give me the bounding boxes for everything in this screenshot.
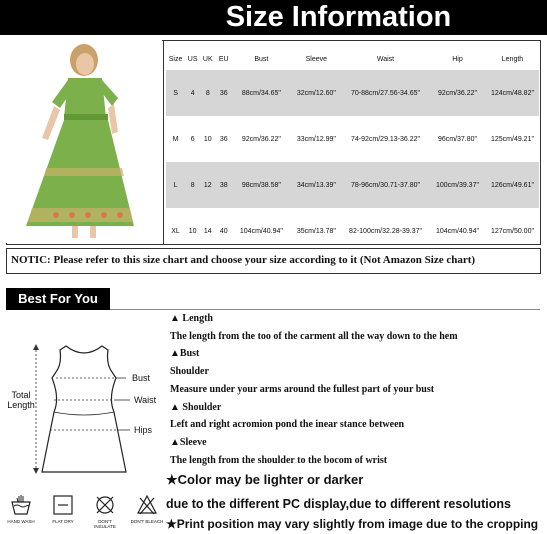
definition-line: ▲Bust	[170, 348, 200, 359]
size-table-header-cell: Sleeve	[305, 55, 328, 63]
size-table-cell: 125cm/49.21"	[490, 135, 534, 143]
size-table-cell: 126cm/49.61"	[486, 162, 539, 208]
size-table-header-cell: Length	[501, 55, 524, 63]
dress-outline	[42, 346, 126, 472]
size-table-cell: 82-100cm/32.28-39.37"	[349, 227, 422, 235]
size-table-cell: 78-96cm/30.71-37.80"	[342, 162, 429, 208]
size-table-cell: XL	[171, 227, 180, 235]
size-table-row	[166, 162, 539, 208]
size-table-cell: S	[166, 70, 185, 116]
definition-line: ▲ Length	[170, 313, 213, 324]
size-table-cell: 92cm/36.22"	[429, 70, 486, 116]
page-title: Size Information	[225, 1, 452, 33]
definition-line: Measure under your arms around the fullest part of your bust	[170, 384, 435, 395]
size-table-cell: 8	[200, 70, 215, 116]
size-table-cell: 33cm/12.99"	[296, 135, 336, 143]
display-note: due to the different PC display,due to different resolutions	[166, 497, 511, 511]
size-table-cell: 10	[188, 227, 197, 235]
care-label: DON'T INSULATE	[94, 519, 116, 529]
definition-line: The length from the too of the carment all the way down to the hem	[170, 331, 458, 342]
size-table-cell: 104cm/40.94"	[239, 227, 283, 235]
definition-line: ▲ Shoulder	[170, 402, 222, 413]
size-table-cell: 104cm/40.94"	[435, 227, 479, 235]
print-note: ★Print position may vary slightly from image due to the cropping	[166, 517, 539, 531]
size-table-cell: 4	[185, 70, 200, 116]
size-table-cell: 70-88cm/27.56-34.65"	[342, 70, 429, 116]
size-table-cell: 98cm/38.58"	[232, 162, 291, 208]
do-not-iron-icon	[94, 494, 116, 516]
care-label: DON'T BLEACH	[130, 519, 164, 524]
hand-wash-icon	[10, 494, 32, 516]
flat-dry-icon	[52, 494, 74, 516]
size-table-cell: 74-92cm/29.13-36.22"	[351, 135, 421, 143]
size-table-cell: 92cm/36.22"	[241, 135, 281, 143]
size-table-cell: 88cm/34.65"	[232, 70, 291, 116]
size-table-header-row	[166, 48, 539, 70]
definition-line: ▲Sleeve	[170, 437, 207, 448]
size-notice: NOTIC: Please refer to this size chart and choose your size according to it (Not Amazon Size chart)	[6, 248, 541, 274]
size-table-cell: 34cm/13.39"	[291, 162, 342, 208]
size-table-cell: 14	[203, 227, 212, 235]
hips-label: Hips	[134, 425, 153, 435]
size-table-cell: 6	[190, 135, 195, 143]
size-table-cell: 32cm/12.60"	[291, 70, 342, 116]
product-photo	[6, 40, 164, 245]
size-table	[166, 48, 539, 254]
size-table-header-cell: EU	[218, 55, 229, 63]
size-table-cell: 35cm/13.78"	[296, 227, 336, 235]
definition-line: Shoulder	[170, 366, 209, 377]
size-table-header-cell: Bust	[254, 55, 269, 63]
size-table-header-cell: US	[187, 55, 198, 63]
size-table-cell: L	[166, 162, 185, 208]
size-table-cell: 8	[185, 162, 200, 208]
waist-label: Waist	[134, 395, 157, 405]
size-table-header-cell: UK	[202, 55, 213, 63]
size-table-header-cell: Waist	[376, 55, 395, 63]
size-table-cell: 36	[219, 135, 228, 143]
size-table-cell: 124cm/48.82"	[486, 70, 539, 116]
size-table-header-cell: Hip	[452, 55, 463, 63]
size-table-cell: 127cm/50.00"	[490, 227, 534, 235]
size-table-cell: 38	[215, 162, 232, 208]
care-label: FLAT DRY	[52, 519, 74, 524]
definition-line: The length from the shoulder to the bocom of wrist	[170, 455, 388, 466]
definition-line: Left and right acromion pond the inear stance between	[170, 419, 405, 430]
care-label: HAND WASH	[7, 519, 35, 524]
green-dress-model-image	[6, 40, 162, 243]
size-table-cell: 96cm/37.80"	[437, 135, 478, 143]
size-table-cell: 12	[200, 162, 215, 208]
bust-label: Bust	[132, 373, 151, 383]
size-table-row	[166, 70, 539, 116]
size-table-cell: 10	[203, 135, 212, 143]
do-not-bleach-icon	[136, 494, 158, 516]
size-table-cell: 36	[215, 70, 232, 116]
size-table-cell: 100cm/39.37"	[429, 162, 486, 208]
color-note: ★Color may be lighter or darker	[166, 472, 364, 487]
section-divider	[110, 309, 540, 310]
best-for-you-title: Best For You	[18, 291, 98, 306]
size-table-header-cell: Size	[168, 55, 183, 63]
size-table-cell: M	[172, 135, 179, 143]
size-table-cell: 40	[219, 227, 228, 235]
total-length-label: Total Length	[7, 390, 35, 410]
size-table-row	[166, 116, 539, 162]
